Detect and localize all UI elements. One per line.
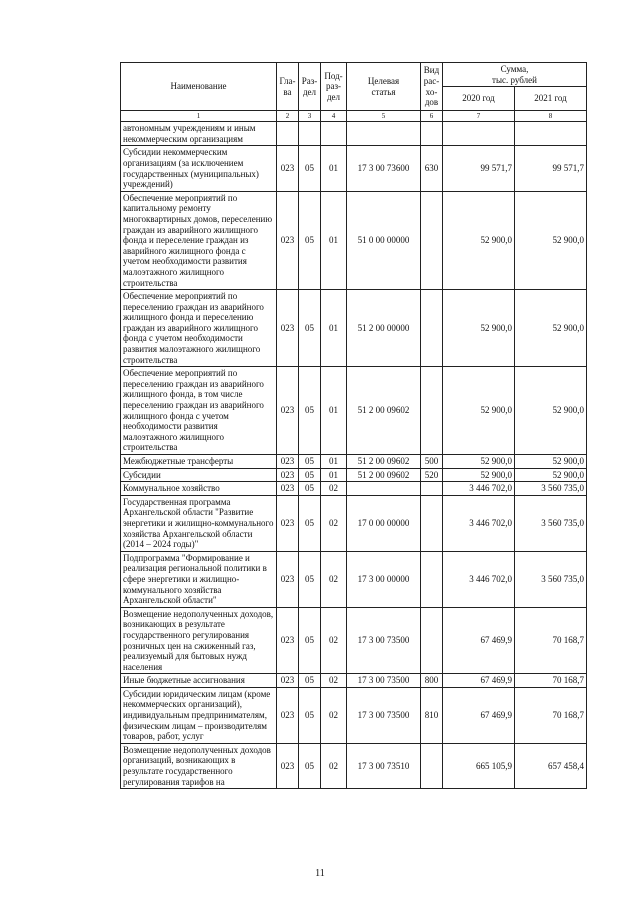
header-year-2021: 2021 год: [515, 87, 587, 111]
row-sum-2020: 67 469,9: [443, 607, 515, 674]
row-name: Возмещение недополученных доходов организаций, возникающих в результате государственного регулирования тарифов на: [121, 743, 277, 788]
row-expense-type: [421, 191, 443, 289]
row-name: Иные бюджетные ассигнования: [121, 674, 277, 688]
row-sum-2020: 52 900,0: [443, 455, 515, 469]
column-number: 7: [443, 111, 515, 122]
row-subsection: 02: [321, 551, 347, 607]
row-subsection: 02: [321, 674, 347, 688]
header-target: Целевая статья: [347, 63, 421, 111]
row-subsection: 01: [321, 367, 347, 455]
header-sum: Сумма, тыс. рублей: [443, 63, 587, 87]
row-target-article: 51 2 00 00000: [347, 290, 421, 367]
row-target-article: [347, 122, 421, 146]
row-section: 05: [299, 290, 321, 367]
column-number: 6: [421, 111, 443, 122]
table-row: [121, 482, 587, 496]
row-chapter: [277, 122, 299, 146]
column-number: 2: [277, 111, 299, 122]
row-sum-2021: [515, 122, 587, 146]
row-subsection: 01: [321, 455, 347, 469]
row-subsection: 02: [321, 607, 347, 674]
row-sum-2020: 67 469,9: [443, 687, 515, 743]
budget-table: [120, 62, 587, 789]
row-target-article: 51 2 00 09602: [347, 367, 421, 455]
row-name: Государственная программа Архангельской области "Развитие энергетики и жилищно-коммунального хозяйства Архангельской области (2014 – 2024 годы)": [121, 495, 277, 551]
row-expense-type: [421, 290, 443, 367]
row-name: Подпрограмма "Формирование и реализация региональной политики в сфере энергетики и жилищно-коммунального хозяйства Архангельской области": [121, 551, 277, 607]
row-sum-2021: 52 900,0: [515, 468, 587, 482]
row-sum-2020: [443, 122, 515, 146]
header-section: Раз- дел: [299, 63, 321, 111]
row-sum-2020: 3 446 702,0: [443, 482, 515, 496]
row-target-article: 17 0 00 00000: [347, 495, 421, 551]
row-sum-2020: 99 571,7: [443, 146, 515, 191]
row-expense-type: [421, 607, 443, 674]
row-chapter: 023: [277, 146, 299, 191]
row-sum-2021: 3 560 735,0: [515, 482, 587, 496]
row-section: 05: [299, 367, 321, 455]
row-chapter: 023: [277, 367, 299, 455]
row-section: 05: [299, 468, 321, 482]
row-target-article: 17 3 00 00000: [347, 551, 421, 607]
row-section: [299, 122, 321, 146]
table-row: [121, 687, 587, 743]
row-subsection: 01: [321, 146, 347, 191]
row-sum-2020: 52 900,0: [443, 468, 515, 482]
row-sum-2021: 52 900,0: [515, 290, 587, 367]
row-expense-type: 500: [421, 455, 443, 469]
row-sum-2020: 67 469,9: [443, 674, 515, 688]
table-row: [121, 146, 587, 191]
row-target-article: 17 3 00 73500: [347, 674, 421, 688]
row-sum-2020: 665 105,9: [443, 743, 515, 788]
row-sum-2021: 70 168,7: [515, 674, 587, 688]
row-expense-type: [421, 551, 443, 607]
row-sum-2021: 52 900,0: [515, 455, 587, 469]
row-sum-2021: 3 560 735,0: [515, 495, 587, 551]
row-section: 05: [299, 455, 321, 469]
row-subsection: 02: [321, 687, 347, 743]
row-subsection: [321, 122, 347, 146]
row-sum-2020: 3 446 702,0: [443, 495, 515, 551]
row-section: 05: [299, 551, 321, 607]
row-name: Субсидии: [121, 468, 277, 482]
row-subsection: 02: [321, 495, 347, 551]
row-sum-2020: 3 446 702,0: [443, 551, 515, 607]
row-chapter: 023: [277, 290, 299, 367]
row-target-article: 17 3 00 73600: [347, 146, 421, 191]
row-chapter: 023: [277, 743, 299, 788]
row-name: Обеспечение мероприятий по переселению граждан из аварийного жилищного фонда, в том числе переселению граждан из аварийного жилищного фонда с учетом необходимости развития малоэтажного жилищного строительства: [121, 367, 277, 455]
table-row: [121, 455, 587, 469]
header-subsection: Под- раз- дел: [321, 63, 347, 111]
row-subsection: 01: [321, 290, 347, 367]
table-row: [121, 468, 587, 482]
table-row: [121, 367, 587, 455]
table-row: [121, 191, 587, 289]
row-expense-type: 800: [421, 674, 443, 688]
row-chapter: 023: [277, 191, 299, 289]
row-chapter: 023: [277, 551, 299, 607]
column-number: 3: [299, 111, 321, 122]
row-chapter: 023: [277, 674, 299, 688]
row-sum-2020: 52 900,0: [443, 191, 515, 289]
table-row: [121, 607, 587, 674]
table-row: [121, 290, 587, 367]
header-chapter: Гла- ва: [277, 63, 299, 111]
row-name: Субсидии юридическим лицам (кроме некоммерческих организаций), индивидуальным предпринимателям, физическим лицам – производителям товаров, работ, услуг: [121, 687, 277, 743]
row-target-article: 17 3 00 73510: [347, 743, 421, 788]
row-expense-type: 520: [421, 468, 443, 482]
row-target-article: 51 0 00 00000: [347, 191, 421, 289]
row-name: автономным учреждениям и иным некоммерческим организациям: [121, 122, 277, 146]
row-expense-type: [421, 743, 443, 788]
table-row: [121, 122, 587, 146]
row-target-article: 51 2 00 09602: [347, 455, 421, 469]
row-sum-2020: 52 900,0: [443, 290, 515, 367]
row-subsection: 01: [321, 468, 347, 482]
row-sum-2020: 52 900,0: [443, 367, 515, 455]
row-expense-type: 810: [421, 687, 443, 743]
row-expense-type: [421, 495, 443, 551]
row-section: 05: [299, 495, 321, 551]
header-year-2020: 2020 год: [443, 87, 515, 111]
column-number: 8: [515, 111, 587, 122]
row-expense-type: 630: [421, 146, 443, 191]
row-chapter: 023: [277, 455, 299, 469]
row-section: 05: [299, 482, 321, 496]
row-section: 05: [299, 743, 321, 788]
page-number: 11: [315, 868, 325, 879]
row-sum-2021: 52 900,0: [515, 367, 587, 455]
table-row: [121, 495, 587, 551]
header-expense-type: Вид рас- хо- дов: [421, 63, 443, 111]
row-name: Обеспечение мероприятий по переселению граждан из аварийного жилищного фонда и переселению граждан из аварийного жилищного фонда с учетом необходимости развития малоэтажного жилищного строительства: [121, 290, 277, 367]
table-row: [121, 743, 587, 788]
row-name: Межбюджетные трансферты: [121, 455, 277, 469]
row-subsection: 01: [321, 191, 347, 289]
column-number: 1: [121, 111, 277, 122]
row-chapter: 023: [277, 495, 299, 551]
row-subsection: 02: [321, 482, 347, 496]
row-target-article: 17 3 00 73500: [347, 607, 421, 674]
row-expense-type: [421, 367, 443, 455]
row-target-article: 51 2 00 09602: [347, 468, 421, 482]
row-section: 05: [299, 674, 321, 688]
column-number: 5: [347, 111, 421, 122]
row-expense-type: [421, 482, 443, 496]
row-expense-type: [421, 122, 443, 146]
row-section: 05: [299, 607, 321, 674]
table-row: [121, 674, 587, 688]
row-chapter: 023: [277, 607, 299, 674]
row-chapter: 023: [277, 482, 299, 496]
row-name: Обеспечение мероприятий по капитальному ремонту многоквартирных домов, переселению граждан из аварийного жилищного фонда и переселение граждан из аварийного жилищного фонда с учетом необходимости развития малоэтажного жилищного строительства: [121, 191, 277, 289]
table-row: [121, 551, 587, 607]
row-name: Субсидии некоммерческим организациям (за исключением государственных (муниципальных) учреждений): [121, 146, 277, 191]
row-chapter: 023: [277, 687, 299, 743]
row-sum-2021: 99 571,7: [515, 146, 587, 191]
row-section: 05: [299, 191, 321, 289]
column-number: 4: [321, 111, 347, 122]
row-chapter: 023: [277, 468, 299, 482]
row-sum-2021: 3 560 735,0: [515, 551, 587, 607]
row-sum-2021: 52 900,0: [515, 191, 587, 289]
row-sum-2021: 70 168,7: [515, 607, 587, 674]
row-sum-2021: 657 458,4: [515, 743, 587, 788]
row-section: 05: [299, 146, 321, 191]
row-target-article: 17 3 00 73500: [347, 687, 421, 743]
row-subsection: 02: [321, 743, 347, 788]
row-target-article: [347, 482, 421, 496]
row-name: Коммунальное хозяйство: [121, 482, 277, 496]
header-name: Наименование: [121, 63, 277, 111]
row-sum-2021: 70 168,7: [515, 687, 587, 743]
row-name: Возмещение недополученных доходов, возникающих в результате государственного регулирования розничных цен на сжиженный газ, реализуемый для бытовых нужд населения: [121, 607, 277, 674]
row-section: 05: [299, 687, 321, 743]
